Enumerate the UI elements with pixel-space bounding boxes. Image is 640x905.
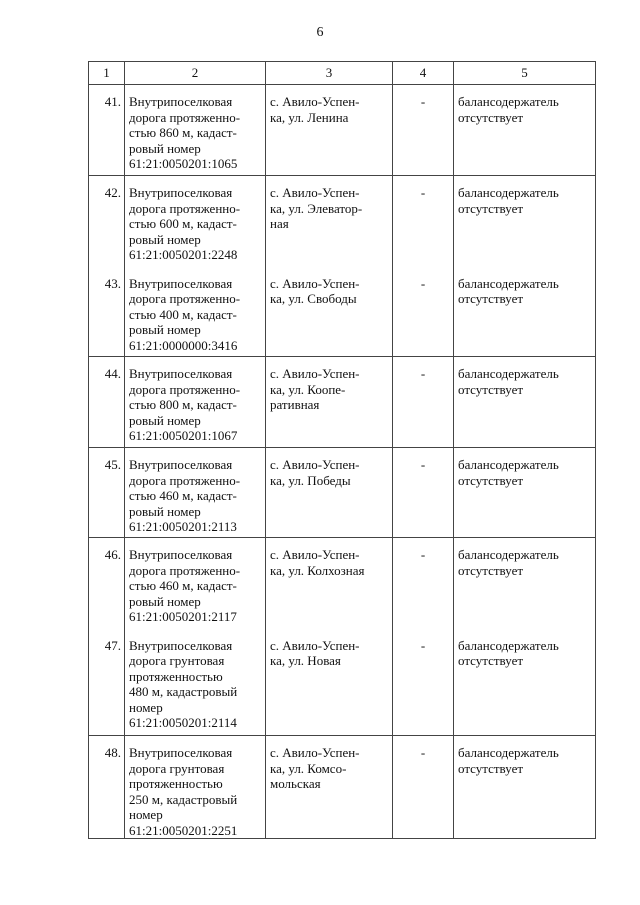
address-cell [266, 538, 393, 629]
holder-cell [454, 629, 596, 736]
road-name-cell [125, 448, 266, 538]
road-name-line: 61:21:0050201:2117 [129, 609, 237, 624]
owner-dash: - [420, 457, 426, 472]
road-name-line: дорога протяженно- [129, 291, 241, 306]
header-col-4: 4 [393, 62, 454, 85]
road-name-line: Внутрипоселковая [129, 275, 233, 291]
road-registry-table [88, 61, 596, 839]
owner-dash: - [420, 637, 426, 653]
owner-dash: - [420, 547, 426, 562]
address-line: ка, ул. Свободы [270, 291, 357, 306]
road-name-line: дорога протяженно- [129, 200, 241, 216]
road-name-line: стью 800 м, кадаст- [129, 397, 237, 412]
address-cell [266, 267, 393, 357]
road-name-cell [125, 538, 266, 629]
holder-line: балансодержатель [458, 275, 559, 291]
row-number-text: 41. [104, 94, 121, 109]
row-number [89, 267, 125, 357]
road-name-line: 61:21:0050201:2113 [129, 519, 237, 534]
address-line: ка, ул. Колхозная [270, 562, 365, 578]
address-line: с. Авило-Успен- [270, 457, 360, 472]
road-name-line: дорога протяженно- [129, 109, 241, 125]
row-number-text: 44. [104, 366, 121, 381]
road-name-line: стью 860 м, кадаст- [129, 125, 237, 140]
road-name-line: ровый номер [129, 140, 201, 156]
road-name-line: дорога протяженно- [129, 472, 241, 488]
address-cell [266, 736, 393, 839]
row-number-text: 45. [104, 457, 121, 472]
table-row [89, 176, 596, 267]
road-name-line: 61:21:0050201:1065 [129, 156, 238, 171]
owner-cell [393, 448, 454, 538]
page-number: 6 [316, 25, 324, 40]
owner-dash: - [420, 185, 426, 200]
road-name-line: стью 460 м, кадаст- [129, 578, 237, 593]
owner-cell [393, 538, 454, 629]
address-cell [266, 176, 393, 267]
holder-line: балансодержатель [458, 94, 559, 109]
owner-dash: - [420, 94, 426, 109]
holder-line: балансодержатель [458, 366, 559, 381]
header-col-1: 1 [89, 62, 125, 85]
address-cell [266, 357, 393, 448]
road-name-line: ровый номер [129, 593, 201, 609]
address-line: ка, ул. Элеватор- [270, 200, 363, 216]
holder-cell [454, 85, 596, 176]
road-name-line: номер [129, 699, 163, 715]
road-name-line: 480 м, кадастровый [129, 684, 238, 699]
road-name-line: 61:21:0050201:1067 [129, 428, 238, 443]
owner-cell [393, 267, 454, 357]
table-row [89, 357, 596, 448]
road-name-line: стью 400 м, кадаст- [129, 306, 237, 322]
row-number [89, 736, 125, 839]
holder-cell [454, 538, 596, 629]
holder-line: балансодержатель [458, 637, 559, 653]
road-name-line: ровый номер [129, 322, 201, 337]
header-col-2: 2 [125, 62, 266, 85]
table-row [89, 267, 596, 357]
holder-line: отсутствует [458, 562, 524, 578]
road-name-line: Внутрипоселковая [129, 745, 233, 760]
holder-line: балансодержатель [458, 745, 559, 760]
road-name-line: дорога грунтовая [129, 653, 225, 668]
road-name-cell [125, 267, 266, 357]
row-number [89, 357, 125, 448]
road-name-line: ровый номер [129, 412, 201, 428]
road-name-line: стью 600 м, кадаст- [129, 216, 237, 231]
owner-cell [393, 85, 454, 176]
road-name-line: Внутрипоселковая [129, 457, 233, 472]
address-cell [266, 448, 393, 538]
road-name-line: Внутрипоселковая [129, 185, 233, 200]
owner-cell [393, 736, 454, 839]
road-name-line: 61:21:0050201:2251 [129, 822, 238, 838]
address-line: с. Авило-Успен- [270, 275, 360, 291]
holder-line: отсутствует [458, 653, 524, 668]
address-cell [266, 629, 393, 736]
road-name-line: 61:21:0000000:3416 [129, 337, 238, 353]
address-line: с. Авило-Успен- [270, 185, 360, 200]
address-line: с. Авило-Успен- [270, 366, 360, 381]
table-row [89, 448, 596, 538]
address-cell [266, 85, 393, 176]
owner-cell [393, 176, 454, 267]
table-row [89, 629, 596, 736]
road-name-line: Внутрипоселковая [129, 637, 233, 653]
address-line: ка, ул. Комсо- [270, 760, 347, 776]
owner-cell [393, 629, 454, 736]
road-name-line: номер [129, 807, 163, 822]
road-name-cell [125, 176, 266, 267]
address-line: мольская [270, 776, 321, 791]
table-row [89, 538, 596, 629]
road-name-line: 61:21:0050201:2114 [129, 715, 237, 730]
road-name-cell [125, 357, 266, 448]
owner-dash: - [420, 366, 426, 381]
address-line: с. Авило-Успен- [270, 94, 360, 109]
row-number [89, 629, 125, 736]
holder-line: отсутствует [458, 291, 524, 306]
row-number-text: 43. [104, 275, 121, 291]
road-name-line: ровый номер [129, 503, 201, 519]
row-number [89, 176, 125, 267]
road-name-line: Внутрипоселковая [129, 94, 233, 109]
holder-line: отсутствует [458, 760, 524, 776]
road-name-line: стью 460 м, кадаст- [129, 488, 237, 503]
address-line: с. Авило-Успен- [270, 745, 360, 760]
holder-line: отсутствует [458, 200, 524, 216]
road-name-cell [125, 85, 266, 176]
table-row [89, 85, 596, 176]
address-line: ка, ул. Ленина [270, 109, 349, 125]
table-row [89, 736, 596, 839]
road-name-cell [125, 629, 266, 736]
row-number-text: 42. [104, 185, 121, 200]
road-name-line: протяженностью [129, 776, 223, 791]
road-name-line: дорога протяженно- [129, 562, 241, 578]
road-name-line: 61:21:0050201:2248 [129, 247, 238, 262]
road-name-line: Внутрипоселковая [129, 547, 233, 562]
address-line: ративная [270, 397, 320, 412]
row-number-text: 46. [104, 547, 121, 562]
address-line: ка, ул. Коопе- [270, 381, 346, 397]
owner-dash: - [420, 745, 426, 760]
address-line: с. Авило-Успен- [270, 637, 360, 653]
address-line: ка, ул. Победы [270, 472, 351, 488]
road-name-cell [125, 736, 266, 839]
road-name-line: дорога грунтовая [129, 760, 225, 776]
road-name-line: Внутрипоселковая [129, 366, 233, 381]
holder-line: отсутствует [458, 109, 524, 125]
road-name-line: дорога протяженно- [129, 381, 241, 397]
row-number-text: 47. [104, 637, 121, 653]
table-header-row [89, 62, 596, 85]
row-number [89, 85, 125, 176]
holder-cell [454, 448, 596, 538]
holder-cell [454, 267, 596, 357]
holder-line: отсутствует [458, 381, 524, 397]
holder-cell [454, 176, 596, 267]
road-name-line: 250 м, кадастровый [129, 791, 238, 807]
road-name-line: протяженностью [129, 668, 223, 684]
address-line: ная [270, 216, 289, 231]
road-name-line: ровый номер [129, 231, 201, 247]
holder-cell [454, 736, 596, 839]
row-number [89, 448, 125, 538]
holder-line: балансодержатель [458, 457, 559, 472]
header-col-5: 5 [454, 62, 596, 85]
holder-line: балансодержатель [458, 547, 559, 562]
row-number [89, 538, 125, 629]
owner-dash: - [420, 275, 426, 291]
holder-cell [454, 357, 596, 448]
owner-cell [393, 357, 454, 448]
address-line: с. Авило-Успен- [270, 547, 360, 562]
header-col-3: 3 [266, 62, 393, 85]
holder-line: отсутствует [458, 472, 524, 488]
address-line: ка, ул. Новая [270, 653, 341, 668]
holder-line: балансодержатель [458, 185, 559, 200]
row-number-text: 48. [104, 745, 121, 760]
